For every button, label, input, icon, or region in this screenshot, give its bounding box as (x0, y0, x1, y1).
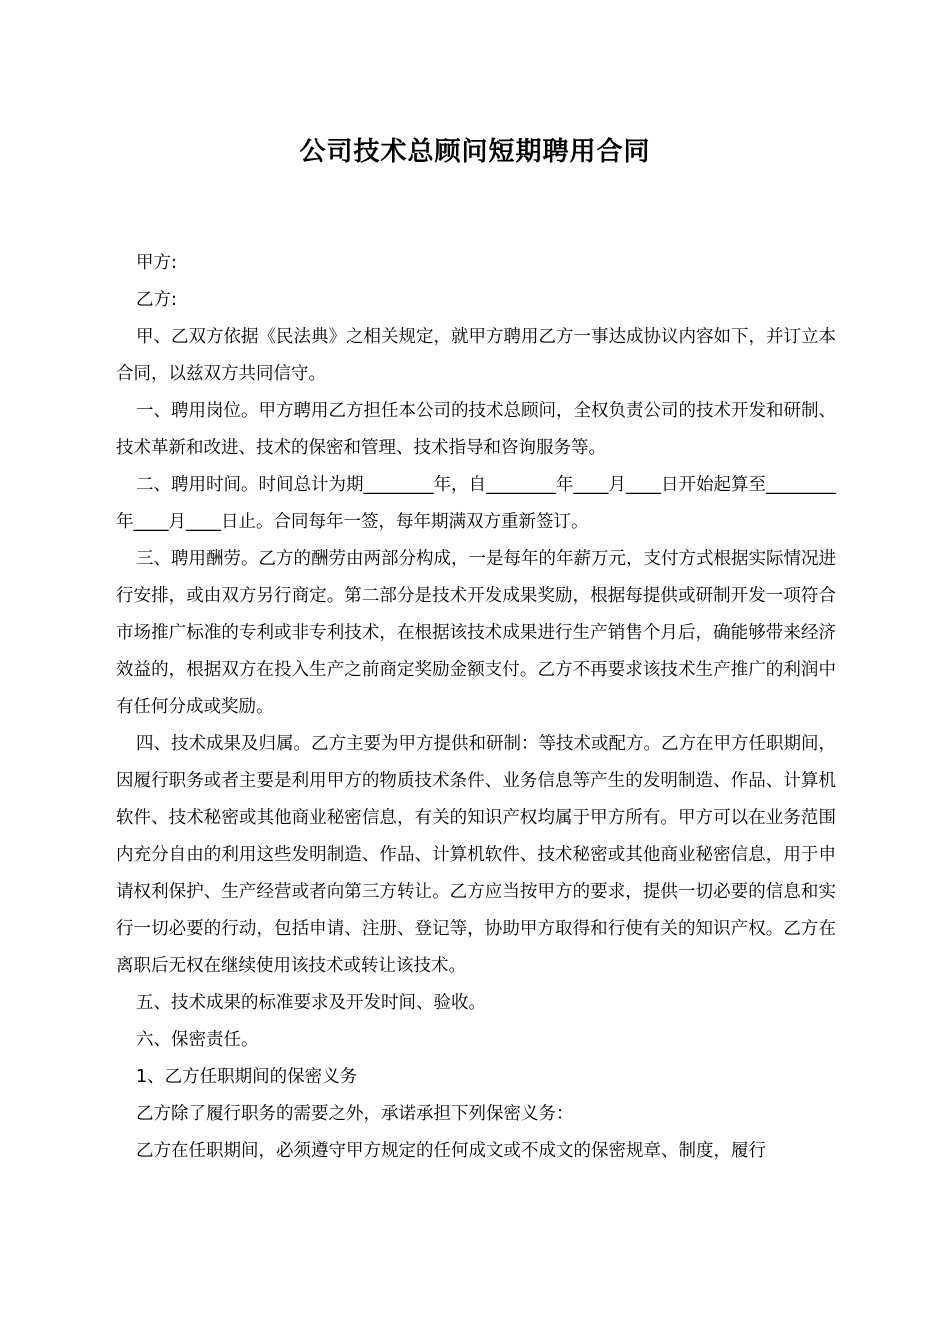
confidentiality-subheading: 1、乙方任职期间的保密义务 (136, 1067, 358, 1087)
party-a-line: 甲方: (136, 253, 177, 273)
preamble-paragraph: 甲、乙双方依据《民法典》之相关规定，就甲方聘用乙方一事达成协议内容如下，并订立本合同，以兹双方共同信守。 (116, 327, 836, 384)
confidentiality-intro: 乙方除了履行职务的需要之外，承诺承担下列保密义务： (136, 1104, 574, 1124)
document-body (116, 245, 836, 1170)
clause-term: 二、聘用时间。时间总计为期________年，自________年____月____日开始起算至________年____月____日止。合同每年一签，每年期满双方重新签订。 (116, 475, 836, 532)
party-b-line: 乙方: (136, 290, 177, 310)
clause-ownership: 四、技术成果及归属。乙方主要为甲方提供和研制：等技术或配方。乙方在甲方任职期间，因履行职务或者主要是利用甲方的物质技术条件、业务信息等产生的发明制造、作品、计算机软件、技术秘密或其他商业秘密信息，有关的知识产权均属于甲方所有。甲方可以在业务范围内充分自由的利用这些发明制造、作品、计算机软件、技术秘密或其他商业秘密信息，用于申请权利保护、生产经营或者向第三方转让。乙方应当按甲方的要求，提供一切必要的信息和实行一切必要的行动，包括申请、注册、登记等，协助甲方取得和行使有关的知识产权。乙方在离职后无权在继续使用该技术或转让该技术。 (116, 734, 836, 976)
document-title: 公司技术总顾问短期聘用合同 (299, 137, 651, 167)
clause-remuneration: 三、聘用酬劳。乙方的酬劳由两部分构成，一是每年的年薪万元，支付方式根据实际情况进行安排，或由双方另行商定。第二部分是技术开发成果奖励，根据每提供或研制开发一项符合市场推广标准的专利或非专利技术，在根据该技术成果进行生产销售个月后，确能够带来经济效益的，根据双方在投入生产之前商定奖励金额支付。乙方不再要求该技术生产推广的利润中有任何分成或奖励。 (116, 549, 836, 717)
clause-position: 一、聘用岗位。甲方聘用乙方担任本公司的技术总顾问，全权负责公司的技术开发和研制、技术革新和改进、技术的保密和管理、技术指导和咨询服务等。 (116, 401, 836, 458)
clause-standards: 五、技术成果的标准要求及开发时间、验收。 (136, 993, 486, 1013)
confidentiality-text: 乙方在任职期间，必须遵守甲方规定的任何成文或不成文的保密规章、制度，履行 (136, 1141, 766, 1161)
clause-confidentiality: 六、保密责任。 (136, 1030, 259, 1050)
